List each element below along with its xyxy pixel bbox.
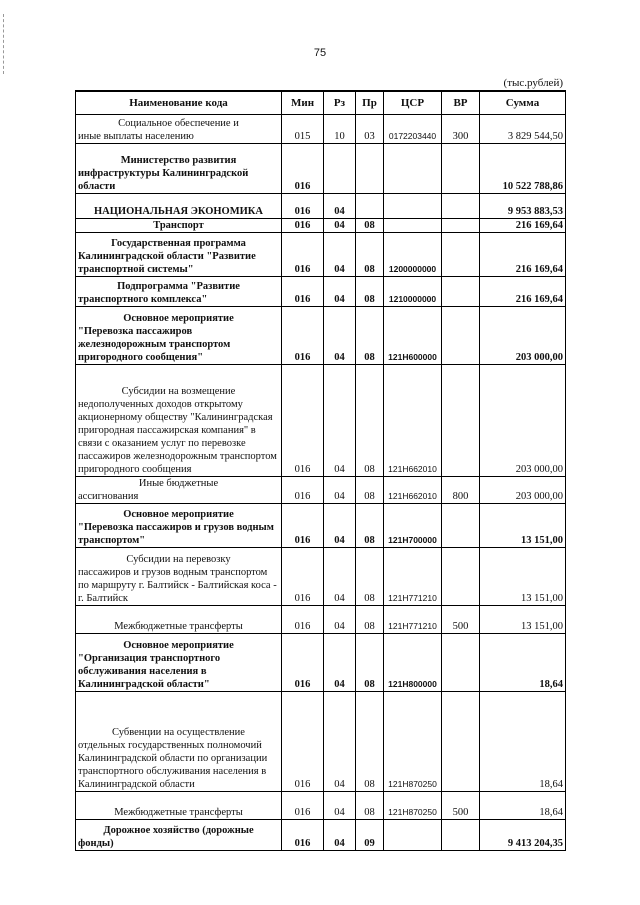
row-vr [442,504,480,548]
table-row [76,606,566,634]
header-min: Мин [282,91,324,115]
row-pr: 08 [356,233,384,277]
row-min: 016 [282,477,324,504]
row-vr [442,219,480,233]
row-sum: 10 522 788,86 [480,144,566,194]
row-rz: 04 [324,233,356,277]
row-sum: 13 151,00 [480,504,566,548]
row-name: Подпрограмма "Развитие транспортного комплекса" [76,277,282,307]
row-csr: 121Н662010 [384,365,442,477]
row-csr [384,194,442,219]
row-vr [442,307,480,365]
row-name: Иные бюджетные ассигнования [76,477,282,504]
row-sum: 203 000,00 [480,365,566,477]
row-name: Транспорт [76,219,282,233]
row-name: Министерство развития инфраструктуры Калининградской области [76,144,282,194]
row-pr: 08 [356,634,384,692]
row-min: 016 [282,820,324,851]
table-row [76,548,566,606]
row-rz: 04 [324,277,356,307]
row-rz: 04 [324,307,356,365]
row-min: 016 [282,307,324,365]
row-pr: 08 [356,606,384,634]
table-row [76,365,566,477]
header-csr: ЦСР [384,91,442,115]
row-name: Межбюджетные трансферты [76,792,282,820]
page-edge-mark [3,14,5,74]
row-vr [442,277,480,307]
row-min: 016 [282,692,324,792]
table-header-row [76,91,566,115]
row-rz: 04 [324,792,356,820]
row-sum: 216 169,64 [480,233,566,277]
row-rz: 04 [324,477,356,504]
row-vr: 500 [442,792,480,820]
row-min: 016 [282,365,324,477]
units-label: (тыс.рублей) [503,77,563,89]
row-sum: 13 151,00 [480,548,566,606]
row-rz: 04 [324,820,356,851]
row-rz: 04 [324,365,356,477]
row-vr [442,194,480,219]
row-csr: 121Н662010 [384,477,442,504]
table-row [76,820,566,851]
row-csr: 121Н800000 [384,634,442,692]
row-pr [356,144,384,194]
row-vr [442,820,480,851]
row-rz: 04 [324,634,356,692]
row-sum: 3 829 544,50 [480,115,566,144]
row-rz: 10 [324,115,356,144]
row-name: Межбюджетные трансферты [76,606,282,634]
row-name: Дорожное хозяйство (дорожные фонды) [76,820,282,851]
row-sum: 216 169,64 [480,219,566,233]
table-row [76,194,566,219]
header-sum: Сумма [480,91,566,115]
row-vr [442,233,480,277]
row-sum: 18,64 [480,792,566,820]
header-name: Наименование кода [76,91,282,115]
row-pr: 08 [356,477,384,504]
table-row [76,692,566,792]
row-vr: 300 [442,115,480,144]
row-rz [324,144,356,194]
row-sum: 18,64 [480,634,566,692]
row-vr [442,692,480,792]
row-name: Социальное обеспечение и иные выплаты населению [76,115,282,144]
row-csr [384,219,442,233]
table-row [76,233,566,277]
table-row [76,504,566,548]
row-name: Основное мероприятие "Перевозка пассажиров железнодорожным транспортом пригородного сообщения" [76,307,282,365]
row-sum: 18,64 [480,692,566,792]
row-pr: 08 [356,219,384,233]
row-rz: 04 [324,606,356,634]
table-row [76,477,566,504]
row-csr: 121Н870250 [384,692,442,792]
row-min: 015 [282,115,324,144]
row-name: Основное мероприятие "Перевозка пассажиров и грузов водным транспортом" [76,504,282,548]
row-csr [384,144,442,194]
row-csr: 0172203440 [384,115,442,144]
row-csr [384,820,442,851]
row-sum: 216 169,64 [480,277,566,307]
row-rz: 04 [324,692,356,792]
row-name: Основное мероприятие "Организация транспортного обслуживания населения в Калининградской области" [76,634,282,692]
row-pr: 03 [356,115,384,144]
row-name: Субсидии на перевозку пассажиров и грузов водным транспортом по маршруту г. Балтийск - Балтийская коса - г. Балтийск [76,548,282,606]
row-sum: 203 000,00 [480,477,566,504]
row-rz: 04 [324,194,356,219]
row-vr [442,548,480,606]
row-min: 016 [282,144,324,194]
row-pr: 08 [356,307,384,365]
row-csr: 121Н870250 [384,792,442,820]
row-min: 016 [282,194,324,219]
row-min: 016 [282,606,324,634]
row-sum: 13 151,00 [480,606,566,634]
row-min: 016 [282,504,324,548]
row-rz: 04 [324,504,356,548]
row-sum: 9 413 204,35 [480,820,566,851]
table-row [76,792,566,820]
table-row [76,277,566,307]
page-number: 75 [313,47,327,59]
table-row [76,634,566,692]
header-vr: ВР [442,91,480,115]
row-pr: 08 [356,692,384,792]
row-min: 016 [282,219,324,233]
row-min: 016 [282,277,324,307]
row-min: 016 [282,548,324,606]
row-min: 016 [282,792,324,820]
table-row [76,219,566,233]
row-vr [442,365,480,477]
table-row [76,307,566,365]
row-rz: 04 [324,548,356,606]
row-pr: 08 [356,277,384,307]
row-pr [356,194,384,219]
header-pr: Пр [356,91,384,115]
row-pr: 08 [356,365,384,477]
row-pr: 09 [356,820,384,851]
row-pr: 08 [356,504,384,548]
row-name: Субвенции на осуществление отдельных государственных полномочий Калининградской области по организации транспортного обслуживания населения в Калининградской области [76,692,282,792]
row-pr: 08 [356,792,384,820]
row-csr: 121Н600000 [384,307,442,365]
row-min: 016 [282,233,324,277]
row-vr: 800 [442,477,480,504]
row-name: Субсидии на возмещение недополученных доходов открытому акционерному обществу "Калининградская пригородная пассажирская компания" в связи с оказанием услуг по перевозке пассажиров железнодорожным транспортом пригородного сообщения [76,365,282,477]
table-row [76,144,566,194]
row-csr: 121Н700000 [384,504,442,548]
row-sum: 9 953 883,53 [480,194,566,219]
row-min: 016 [282,634,324,692]
table-row [76,115,566,144]
row-name: Государственная программа Калининградской области "Развитие транспортной системы" [76,233,282,277]
row-name: НАЦИОНАЛЬНАЯ ЭКОНОМИКА [76,194,282,219]
budget-table [75,90,566,851]
header-rz: Рз [324,91,356,115]
row-csr: 121Н771210 [384,606,442,634]
row-pr: 08 [356,548,384,606]
row-csr: 1200000000 [384,233,442,277]
row-sum: 203 000,00 [480,307,566,365]
row-csr: 121Н771210 [384,548,442,606]
row-vr [442,634,480,692]
row-csr: 1210000000 [384,277,442,307]
row-vr [442,144,480,194]
row-vr: 500 [442,606,480,634]
row-rz: 04 [324,219,356,233]
